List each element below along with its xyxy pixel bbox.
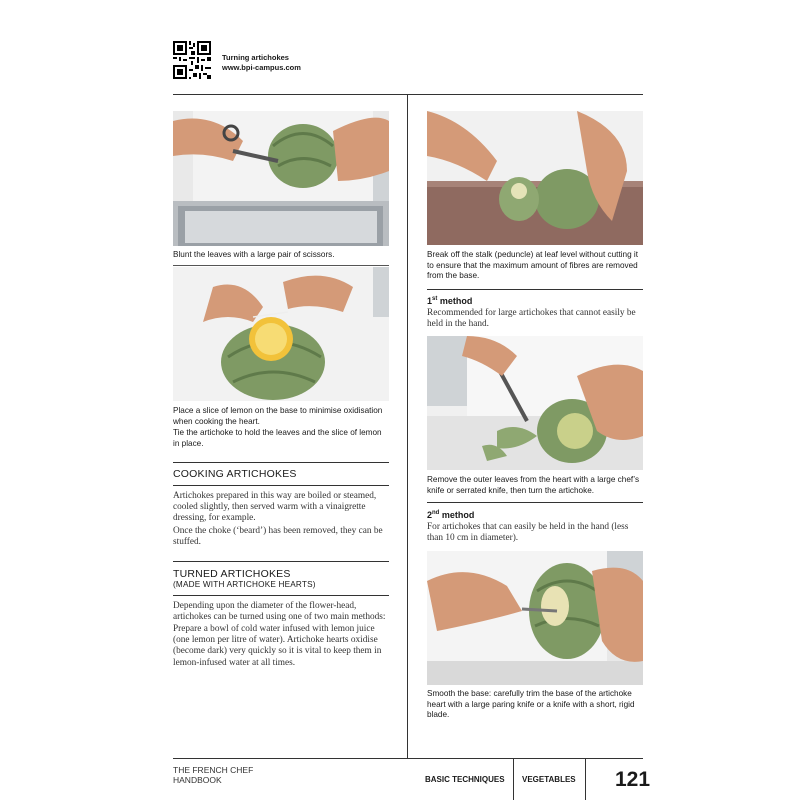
method1-ordinal: st <box>432 296 438 302</box>
caption-tie: Tie the artichoke to hold the leaves and the slice of lemon in place. <box>173 428 382 448</box>
turned-paragraph-2: Prepare a bowl of cold water infused with lemon juice (one lemon per litre of water). Artichoke hearts oxidise (become dark) very quickly so it is vital to keep them in lemon-infused water at all times. <box>173 624 382 668</box>
method1-word: method <box>437 296 473 306</box>
header-rule <box>173 94 643 95</box>
footer-section-vegetables: VEGETABLES <box>522 775 576 784</box>
turned-paragraph-1: Depending upon the diameter of the flower-head, artichokes can be turned using one of two main methods: <box>173 601 386 623</box>
caption-stalk: Break off the stalk (peduncle) at leaf level without cutting it to ensure that the maximum amount of fibres are removed from the base. <box>427 250 639 281</box>
photo-stalk <box>427 111 643 245</box>
method1-text: Recommended for large artichokes that cannot easily be held in the hand. <box>427 308 636 330</box>
method2-text: For artichokes that can easily be held in the hand (less than 10 cm in diameter). <box>427 522 629 544</box>
footer-divider <box>585 758 586 800</box>
footer-divider <box>513 758 514 800</box>
column-divider <box>407 94 408 758</box>
book-title-line2: HANDBOOK <box>173 775 222 785</box>
photo-knife <box>427 336 643 470</box>
footer-rule <box>173 758 643 759</box>
book-title <box>173 765 253 785</box>
qr-code[interactable] <box>173 41 211 79</box>
photo-scissors <box>173 111 389 246</box>
photo-paring-knife <box>427 551 643 685</box>
rule <box>173 462 389 463</box>
page-number: 121 <box>615 768 651 791</box>
method2-ordinal: nd <box>432 510 440 516</box>
cooking-paragraph-1: Artichokes prepared in this way are boiled or steamed, cooled slightly, then served warm with a vinaigrette dressing, for example. <box>173 491 377 524</box>
qr-url[interactable]: www.bpi-campus.com <box>222 63 301 72</box>
qr-title: Turning artichokes <box>222 53 289 62</box>
photo-lemon <box>173 267 389 401</box>
method2-title <box>427 510 474 520</box>
method2-word: method <box>439 510 475 520</box>
caption-lemon: Place a slice of lemon on the base to minimise oxidisation when cooking the heart. <box>173 406 383 426</box>
section-title-cooking: COOKING ARTICHOKES <box>173 468 297 480</box>
section-subtitle-turned: (MADE WITH ARTICHOKE HEARTS) <box>173 580 316 589</box>
method1-title <box>427 296 472 306</box>
section-title-turned: TURNED ARTICHOKES <box>173 568 291 580</box>
caption-smooth-base: Smooth the base: carefully trim the base of the artichoke heart with a large paring knife or a knife with a short, rigid blade. <box>427 689 635 720</box>
rule <box>173 485 389 486</box>
rule <box>173 265 389 266</box>
cooking-paragraph-2: Once the choke (‘beard’) has been removed, they can be stuffed. <box>173 526 383 548</box>
method1-number: 1 <box>427 296 433 306</box>
footer-section-basic: BASIC TECHNIQUES <box>425 775 505 784</box>
rule <box>173 595 389 596</box>
rule <box>427 289 643 290</box>
caption-scissors: Blunt the leaves with a large pair of scissors. <box>173 250 335 259</box>
rule <box>427 502 643 503</box>
caption-outer-leaves: Remove the outer leaves from the heart with a large chef’s knife or serrated knife, then turn the artichoke. <box>427 475 640 495</box>
book-title-line1: THE FRENCH CHEF <box>173 765 254 775</box>
rule <box>173 561 389 562</box>
method2-number: 2 <box>427 510 433 520</box>
